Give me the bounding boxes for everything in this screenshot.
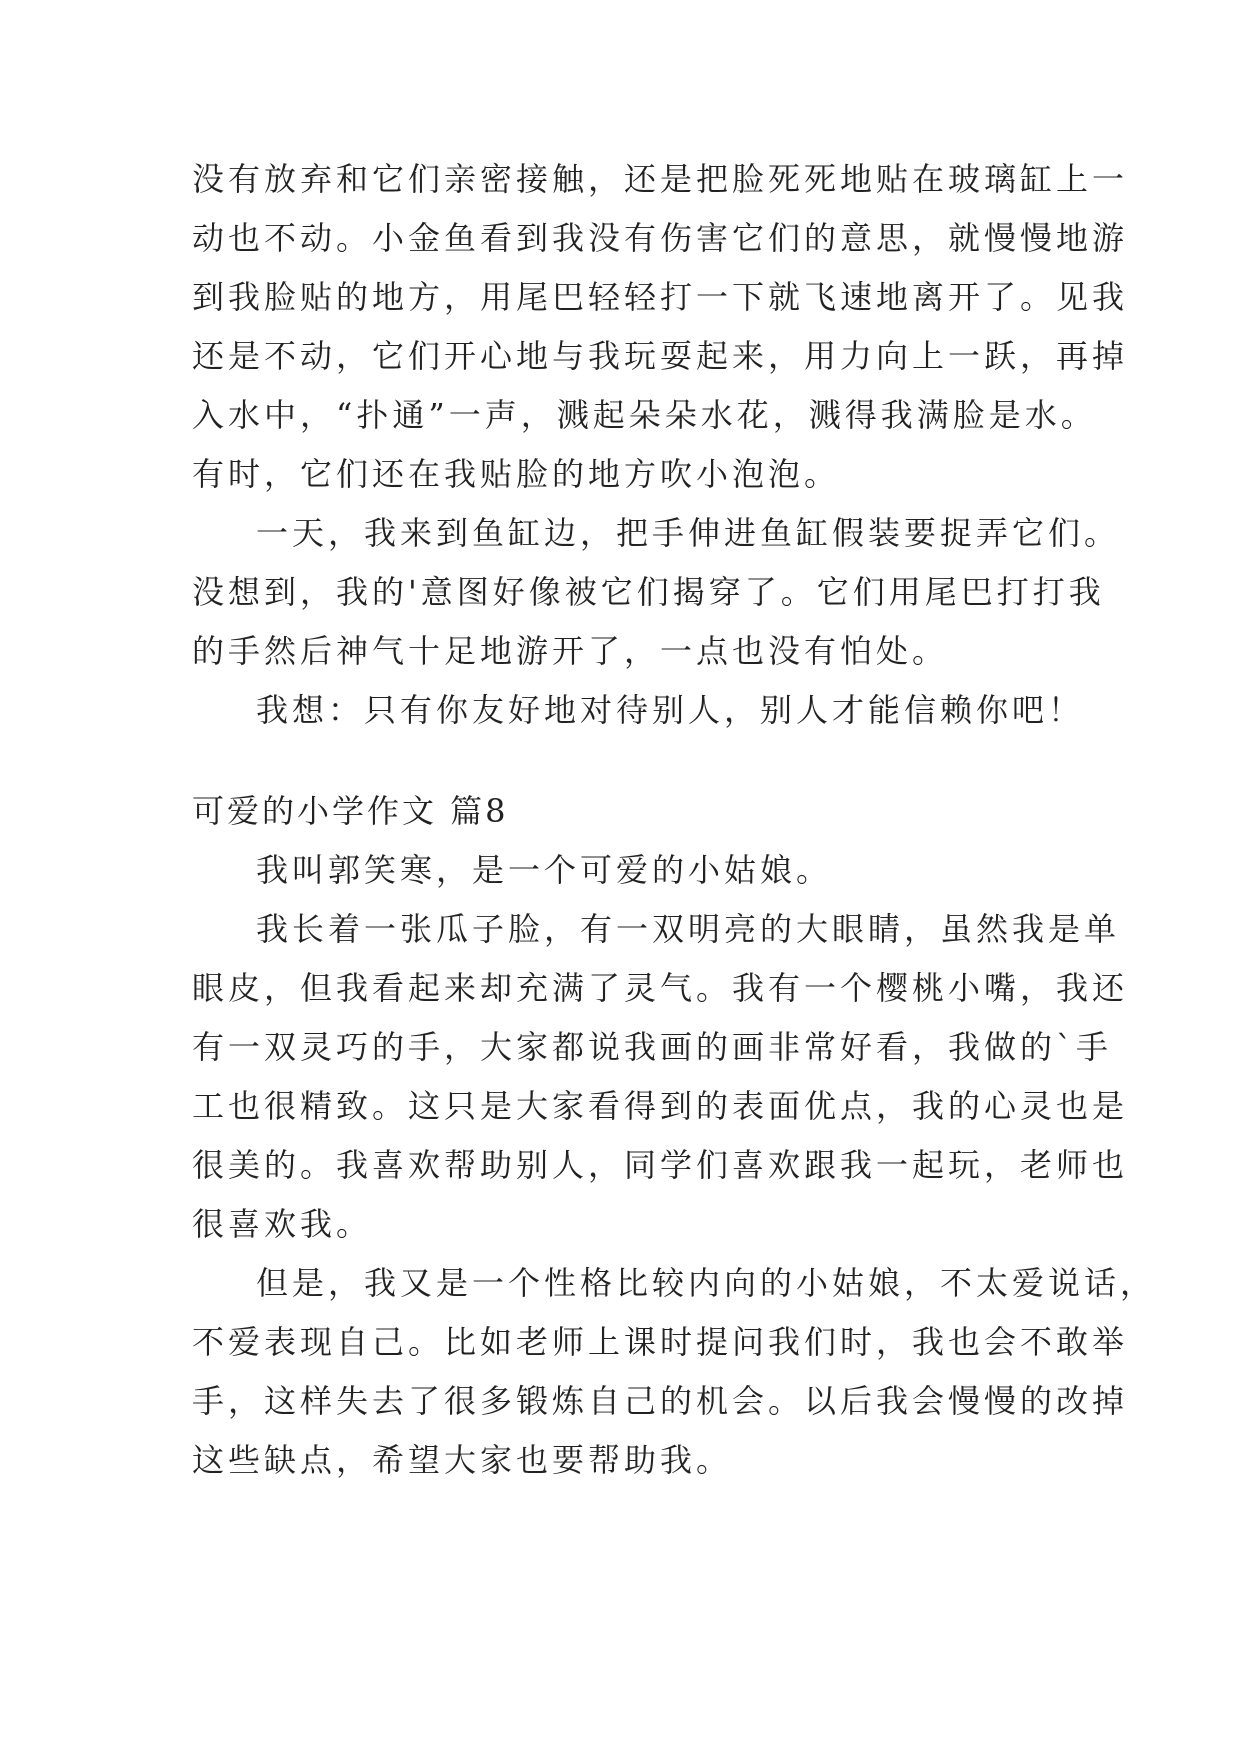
text-line: 这些缺点，希望大家也要帮助我。 <box>192 1441 733 1479</box>
text-line: 很美的。我喜欢帮助别人，同学们喜欢跟我一起玩，老师也 <box>192 1146 1129 1184</box>
essay-title: 可爱的小学作文 篇8 <box>192 792 509 830</box>
text-line: 入水中，“扑通”一声，溅起朵朵水花，溅得我满脸是水。 <box>192 396 1097 434</box>
text-line: 有时，它们还在我贴脸的地方吹小泡泡。 <box>192 455 841 493</box>
text-line: 工也很精致。这只是大家看得到的表面优点，我的心灵也是 <box>192 1087 1129 1125</box>
text-line: 没有放弃和它们亲密接触，还是把脸死死地贴在玻璃缸上一 <box>192 160 1129 198</box>
text-line: 动也不动。小金鱼看到我没有伤害它们的意思，就慢慢地游 <box>192 219 1129 257</box>
essay-heading <box>192 782 1062 841</box>
paragraph-appearance <box>192 900 1129 1254</box>
text-line: 我叫郭笑寒，是一个可爱的小姑娘。 <box>256 851 833 889</box>
text-line: 不爱表现自己。比如老师上课时提问我们时，我也会不敢举 <box>192 1323 1129 1361</box>
text-line: 很喜欢我。 <box>192 1205 373 1243</box>
document-body <box>192 150 1157 1490</box>
text-line: 一天，我来到鱼缸边，把手伸进鱼缸假装要捉弄它们。 <box>256 514 1121 552</box>
paragraph-one-day <box>192 504 1121 681</box>
text-line: 手，这样失去了很多锻炼自己的机会。以后我会慢慢的改掉 <box>192 1382 1129 1420</box>
text-line: 有一双灵巧的手，大家都说我画的画非常好看，我做的`手 <box>192 1028 1113 1066</box>
text-line: 眼皮，但我看起来却充满了灵气。我有一个樱桃小嘴，我还 <box>192 969 1129 1007</box>
text-line: 我长着一张瓜子脸，有一双明亮的大眼睛，虽然我是单 <box>256 910 1121 948</box>
paragraph-intro <box>192 841 1062 900</box>
text-line: 的手然后神气十足地游开了，一点也没有怕处。 <box>192 632 949 670</box>
text-line: 到我脸贴的地方，用尾巴轻轻打一下就飞速地离开了。见我 <box>192 278 1129 316</box>
paragraph-personality <box>192 1254 1157 1490</box>
paragraph-goldfish-continued <box>192 150 1129 504</box>
text-line: 还是不动，它们开心地与我玩耍起来，用力向上一跃，再掉 <box>192 337 1129 375</box>
text-line: 但是，我又是一个性格比较内向的小姑娘，不太爱说话， <box>256 1264 1157 1302</box>
paragraph-conclusion <box>192 681 1085 740</box>
text-line: 没想到，我的'意图好像被它们揭穿了。它们用尾巴打打我 <box>192 573 1105 611</box>
text-line: 我想：只有你友好地对待别人，别人才能信赖你吧！ <box>256 691 1085 729</box>
